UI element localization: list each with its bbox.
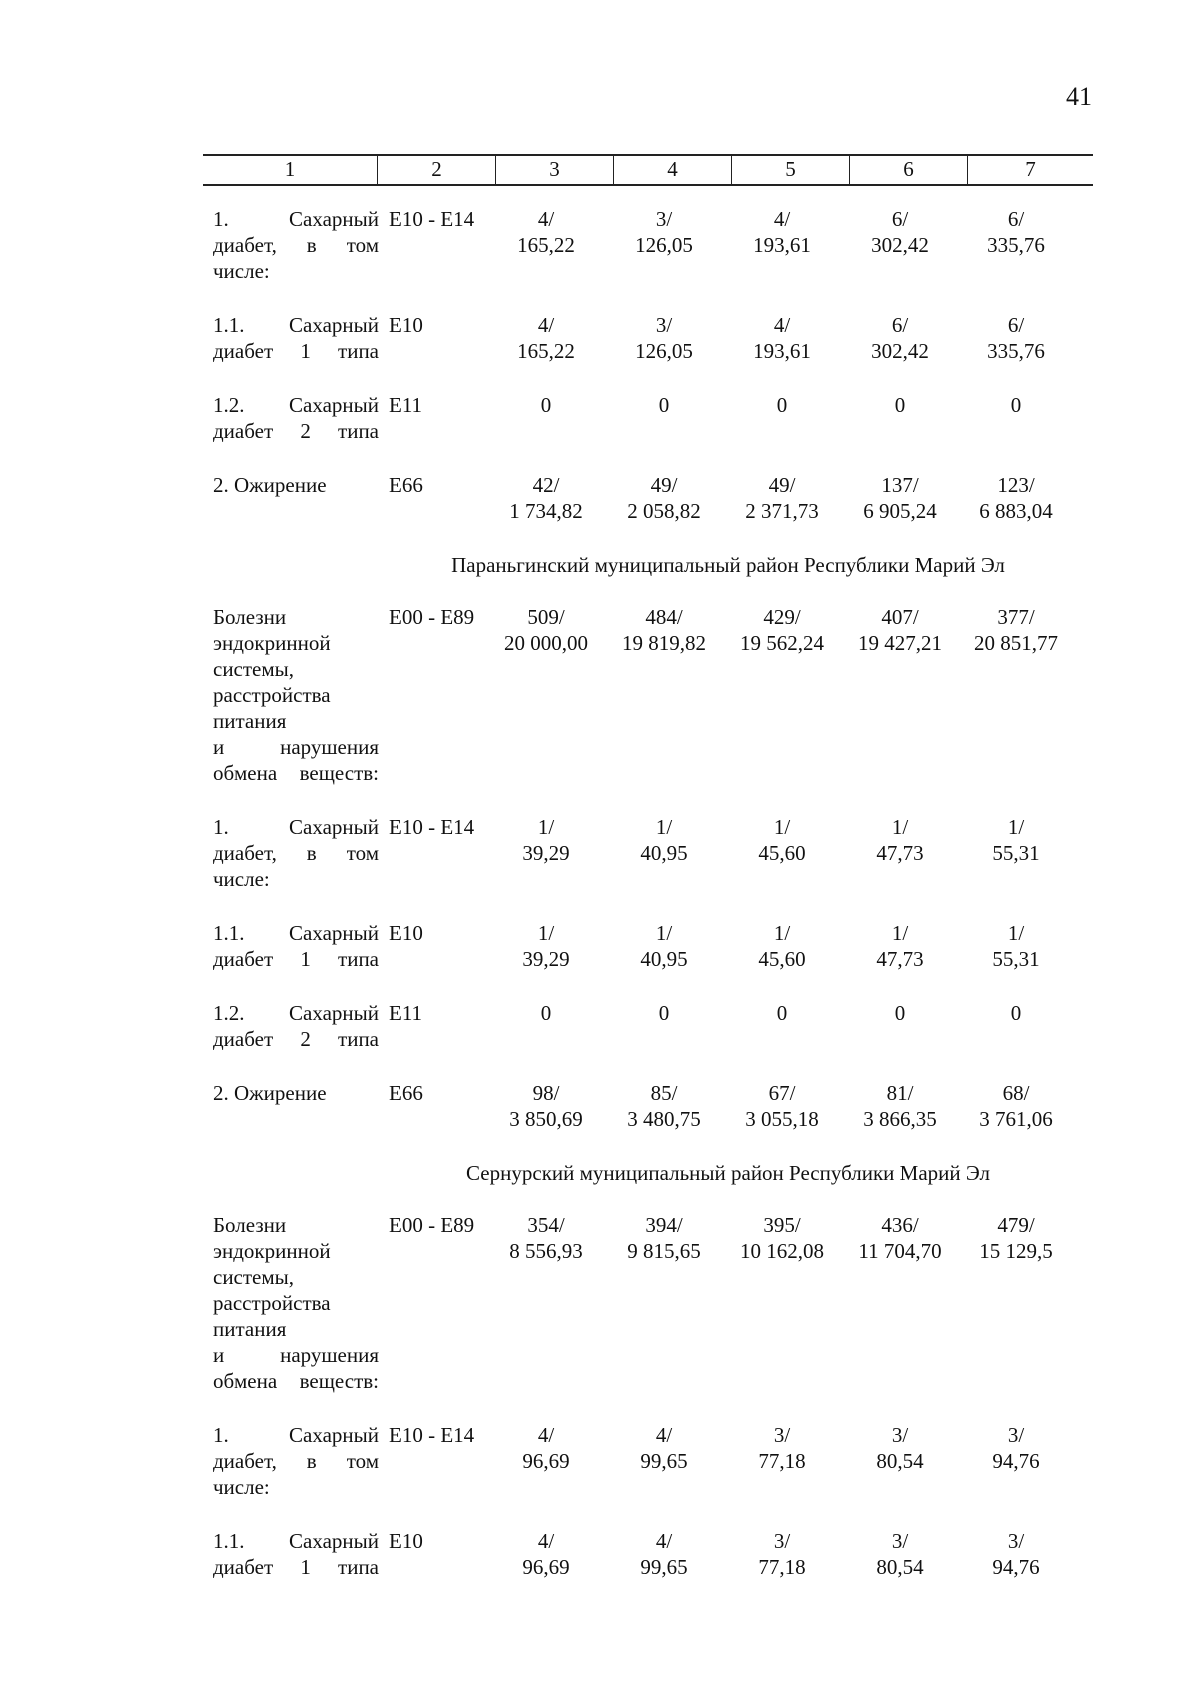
value-line: 407/ [881,605,919,629]
row-name-line: числе: [213,1475,270,1499]
header-col-6: 6 [850,156,968,184]
row-code: E10 - E14 [389,1423,475,1447]
value-line: 19 562,24 [740,631,824,655]
row-code: E10 - E14 [389,815,475,839]
value-line: 3/ [773,1423,791,1447]
value-line: 99,65 [640,1555,688,1579]
value-line: 4/ [537,207,555,231]
row-name [213,1212,379,1394]
row-name-line: 1.1. Сахарный [213,921,379,945]
value-line: 395/ [763,1213,801,1237]
value-line: 0 [776,1001,788,1025]
value-line: 335,76 [987,233,1045,257]
value-line: 484/ [645,605,683,629]
value-line: 0 [894,393,906,417]
value-line: 377/ [997,605,1035,629]
row-value [959,312,1073,364]
row-value [487,1528,605,1580]
value-line: 49/ [650,473,678,497]
value-line: 4/ [537,313,555,337]
value-line: 55,31 [992,841,1040,865]
value-line: 67/ [768,1081,796,1105]
row-name-line: 1. Сахарный [213,815,379,839]
row-value [841,814,959,866]
value-line: 1/ [537,921,555,945]
value-line: 94,76 [992,1449,1040,1473]
value-line: 81/ [886,1081,914,1105]
page-number: 41 [1066,82,1092,111]
value-line: 3 055,18 [745,1107,819,1131]
value-line: 6 883,04 [979,499,1053,523]
value-line: 436/ [881,1213,919,1237]
table-header [203,154,1093,186]
row-value [605,604,723,656]
value-line: 96,69 [522,1555,570,1579]
value-line: 354/ [527,1213,565,1237]
row-name [213,312,379,364]
row-value [959,920,1073,972]
row-name-line: диабет, в том [213,233,379,257]
value-line: 1/ [891,921,909,945]
value-line: 47,73 [876,841,924,865]
row-value [841,920,959,972]
row-value [487,1080,605,1132]
row-value [487,1212,605,1264]
value-line: 3/ [773,1529,791,1553]
value-line: 98/ [532,1081,560,1105]
row-code: E10 [389,313,423,337]
value-line: 3 850,69 [509,1107,583,1131]
row-value [487,604,605,656]
table-row [213,1212,1093,1394]
row-value [723,472,841,524]
value-line: 80,54 [876,1449,924,1473]
row-value [841,1422,959,1474]
row-name-line: 1.1. Сахарный [213,313,379,337]
row-value [959,392,1073,418]
row-code: E00 - E89 [389,605,475,629]
row-name-line: эндокринной [213,1239,331,1263]
row-value [841,1528,959,1580]
row-code: E66 [389,473,423,497]
value-line: 2 058,82 [627,499,701,523]
value-line: 96,69 [522,1449,570,1473]
table-row [213,472,1093,524]
row-value [605,206,723,258]
row-value [487,814,605,866]
value-line: 0 [540,1001,552,1025]
value-line: 165,22 [517,233,575,257]
value-line: 4/ [537,1529,555,1553]
row-name-line: диабет 2 типа [213,419,379,443]
row-value [959,604,1073,656]
row-value [959,472,1073,524]
row-name-line: 2. Ожирение [213,473,327,497]
value-line: 4/ [655,1423,673,1447]
value-line: 3/ [891,1423,909,1447]
row-value [605,814,723,866]
value-line: 137/ [881,473,919,497]
value-line: 509/ [527,605,565,629]
row-value [723,920,841,972]
row-code: E11 [389,393,423,417]
header-col-4: 4 [614,156,732,184]
row-value [959,814,1073,866]
value-line: 42/ [532,473,560,497]
value-line: 39,29 [522,841,570,865]
table-body [213,206,1093,1580]
value-line: 4/ [773,313,791,337]
row-name-line: расстройства [213,683,331,707]
value-line: 479/ [997,1213,1035,1237]
row-name-line: обмена веществ: [213,1369,379,1393]
row-value [723,312,841,364]
row-value [605,392,723,418]
value-line: 0 [658,1001,670,1025]
value-line: 45,60 [758,947,806,971]
row-name [213,1528,379,1580]
row-name [213,920,379,972]
value-line: 302,42 [871,339,929,363]
value-line: 39,29 [522,947,570,971]
row-name-line: эндокринной [213,631,331,655]
row-name [213,392,379,444]
row-value [723,392,841,418]
value-line: 429/ [763,605,801,629]
row-code: E10 [389,1529,423,1553]
value-line: 4/ [537,1423,555,1447]
row-name-line: Болезни [213,1213,287,1237]
row-value [605,312,723,364]
value-line: 0 [658,393,670,417]
value-line: 19 427,21 [858,631,942,655]
row-value [959,1212,1073,1264]
value-line: 0 [1010,393,1022,417]
row-value [605,1212,723,1264]
row-value [959,1000,1073,1026]
row-value [487,1000,605,1026]
row-name-line: 1.1. Сахарный [213,1529,379,1553]
row-name-line: системы, [213,1265,295,1289]
row-name-line: 2. Ожирение [213,1081,327,1105]
row-code: E00 - E89 [389,1213,475,1237]
value-line: 3 761,06 [979,1107,1053,1131]
value-line: 77,18 [758,1555,806,1579]
row-value [723,1000,841,1026]
row-value [841,206,959,258]
row-name [213,1080,379,1106]
row-name-line: диабет 1 типа [213,339,379,363]
table-row [213,814,1093,892]
value-line: 4/ [773,207,791,231]
row-value [723,1212,841,1264]
value-line: 165,22 [517,339,575,363]
value-line: 10 162,08 [740,1239,824,1263]
value-line: 1/ [655,815,673,839]
region-heading: Параньгинский муниципальный район Республики Марий Эл [451,553,1005,577]
row-value [487,472,605,524]
row-name-line: диабет 1 типа [213,947,379,971]
table-row [213,1000,1093,1052]
row-name [213,472,379,498]
value-line: 94,76 [992,1555,1040,1579]
value-line: 193,61 [753,233,811,257]
table-row [213,920,1093,972]
value-line: 0 [776,393,788,417]
value-line: 3/ [655,313,673,337]
row-name-line: диабет, в том [213,841,379,865]
row-name [213,604,379,786]
row-value [605,1422,723,1474]
value-line: 6/ [1007,313,1025,337]
row-value [959,1422,1073,1474]
value-line: 0 [894,1001,906,1025]
value-line: 19 819,82 [622,631,706,655]
value-line: 3 480,75 [627,1107,701,1131]
row-value [605,1080,723,1132]
row-value [605,1000,723,1026]
row-value [605,472,723,524]
value-line: 2 371,73 [745,499,819,523]
value-line: 1/ [1007,921,1025,945]
value-line: 3/ [655,207,673,231]
value-line: 49/ [768,473,796,497]
row-value [841,472,959,524]
value-line: 1/ [891,815,909,839]
value-line: 40,95 [640,947,688,971]
header-col-3: 3 [496,156,614,184]
header-col-1: 1 [203,156,378,184]
value-line: 68/ [1002,1081,1030,1105]
value-line: 1/ [537,815,555,839]
row-value [841,1000,959,1026]
row-code: E11 [389,1001,423,1025]
table-row [213,1080,1093,1132]
value-line: 4/ [655,1529,673,1553]
row-value [487,312,605,364]
row-value [723,1422,841,1474]
row-name-line: питания [213,709,287,733]
value-line: 1/ [773,815,791,839]
value-line: 3/ [1007,1423,1025,1447]
row-value [841,1212,959,1264]
value-line: 126,05 [635,339,693,363]
value-line: 55,31 [992,947,1040,971]
row-name [213,814,379,892]
value-line: 3/ [1007,1529,1025,1553]
value-line: 6/ [891,313,909,337]
value-line: 126,05 [635,233,693,257]
row-code: E10 [389,921,423,945]
row-value [959,1528,1073,1580]
value-line: 1 734,82 [509,499,583,523]
row-value [487,206,605,258]
row-value [723,604,841,656]
value-line: 9 815,65 [627,1239,701,1263]
value-line: 80,54 [876,1555,924,1579]
row-name-line: диабет, в том [213,1449,379,1473]
table-row [213,1422,1093,1500]
value-line: 1/ [1007,815,1025,839]
row-name-line: 1. Сахарный [213,1423,379,1447]
value-line: 6 905,24 [863,499,937,523]
row-name-line: и нарушения [213,735,379,759]
row-value [723,814,841,866]
row-name-line: питания [213,1317,287,1341]
row-value [487,920,605,972]
row-value [605,920,723,972]
table-row [213,1528,1093,1580]
value-line: 8 556,93 [509,1239,583,1263]
value-line: 11 704,70 [858,1239,942,1263]
row-name-line: числе: [213,867,270,891]
value-line: 123/ [997,473,1035,497]
row-name-line: диабет 2 типа [213,1027,379,1051]
value-line: 0 [1010,1001,1022,1025]
row-value [841,392,959,418]
row-code: E66 [389,1081,423,1105]
row-name [213,1000,379,1052]
row-name-line: расстройства [213,1291,331,1315]
row-value [487,392,605,418]
value-line: 20 851,77 [974,631,1058,655]
value-line: 77,18 [758,1449,806,1473]
row-name-line: 1.2. Сахарный [213,1001,379,1025]
row-value [723,1080,841,1132]
row-value [487,1422,605,1474]
value-line: 45,60 [758,841,806,865]
value-line: 394/ [645,1213,683,1237]
value-line: 6/ [1007,207,1025,231]
row-value [959,206,1073,258]
table-row [213,206,1093,284]
row-name-line: 1.2. Сахарный [213,393,379,417]
row-name-line: диабет 1 типа [213,1555,379,1579]
row-value [723,1528,841,1580]
row-name-line: числе: [213,259,270,283]
value-line: 0 [540,393,552,417]
row-value [605,1528,723,1580]
value-line: 20 000,00 [504,631,588,655]
row-code: E10 - E14 [389,207,475,231]
row-value [841,1080,959,1132]
value-line: 335,76 [987,339,1045,363]
row-value [723,206,841,258]
row-name-line: и нарушения [213,1343,379,1367]
value-line: 1/ [655,921,673,945]
value-line: 6/ [891,207,909,231]
header-col-2: 2 [378,156,496,184]
table-row [213,312,1093,364]
row-name-line: системы, [213,657,295,681]
value-line: 3 866,35 [863,1107,937,1131]
value-line: 3/ [891,1529,909,1553]
row-name [213,206,379,284]
value-line: 47,73 [876,947,924,971]
value-line: 302,42 [871,233,929,257]
value-line: 15 129,5 [979,1239,1053,1263]
table-row [213,392,1093,444]
row-name-line: 1. Сахарный [213,207,379,231]
header-col-5: 5 [732,156,850,184]
region-heading: Сернурский муниципальный район Республики Марий Эл [466,1161,990,1185]
value-line: 1/ [773,921,791,945]
row-value [841,312,959,364]
row-name-line: обмена веществ: [213,761,379,785]
row-value [959,1080,1073,1132]
value-line: 85/ [650,1081,678,1105]
value-line: 193,61 [753,339,811,363]
header-col-7: 7 [1025,157,1036,181]
row-name-line: Болезни [213,605,287,629]
row-name [213,1422,379,1500]
table-row [213,604,1093,786]
value-line: 40,95 [640,841,688,865]
value-line: 99,65 [640,1449,688,1473]
row-value [841,604,959,656]
